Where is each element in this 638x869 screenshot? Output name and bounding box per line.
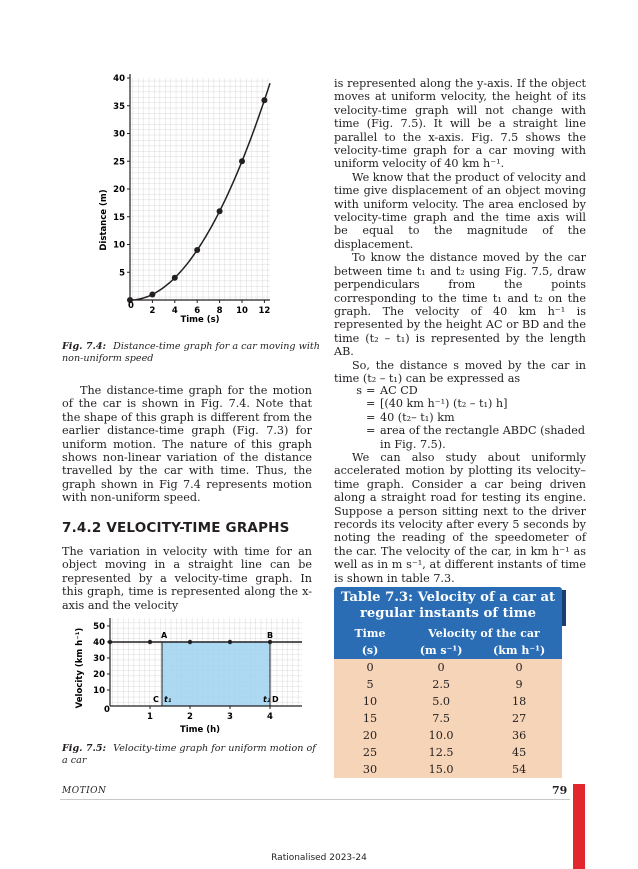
velocity-time-graph: [70, 612, 310, 740]
fig-7-5-caption: [62, 743, 322, 767]
y-tick-label: 10: [113, 240, 125, 251]
y-tick-label: 40: [113, 74, 125, 84]
y-tick-label: 20: [93, 670, 105, 680]
table-cell: 15: [362, 712, 378, 725]
x-axis-label: Time (h): [179, 725, 221, 735]
left-paragraph-2: [62, 545, 312, 612]
col-header-velocity: Velocity of the car: [428, 627, 540, 640]
eq-line-5: in Fig. 7.5).: [380, 437, 446, 451]
table-row: [334, 761, 562, 778]
table-cell: 15.0: [428, 763, 454, 776]
section-heading: 7.4.2 VELOCITY-TIME GRAPHS: [62, 520, 290, 536]
data-point: [149, 291, 155, 297]
x-tick-label: 2: [187, 712, 193, 722]
data-point: [108, 640, 112, 644]
caption-label: Fig. 7.4:: [62, 341, 107, 352]
table-cell: 12.5: [428, 746, 454, 759]
col-unit-kmh: (km h⁻¹): [493, 644, 546, 657]
paragraph-text: We can also study about uniformly accelerated motion by plotting its velocity–time graph. Consider a car being driven along a straight road for testing its engine. Suppose a person sitting next to the driver records its velocity after every 5 seconds by noting the reading of the speedometer of the car. The velocity of the car, in km h⁻¹ as well as in m s⁻¹, at different instants of time is shown in table 7.3.: [334, 451, 586, 585]
left-paragraph-1: [62, 384, 312, 505]
right-column: [334, 77, 586, 385]
distance-time-graph: [84, 70, 284, 330]
right-paragraph-5: [334, 451, 586, 585]
right-paragraph-3: To know the distance moved by the car between time t₁ and t₂ using Fig. 7.5, draw perpendiculars from the points corresponding to the time t₁ and t₂ on the graph. The velocity of 40 km h⁻¹ is represented by the height AC or BD and the time (t₂ – t₁) is represented by the length AB.: [334, 251, 586, 359]
eq-line-2: [(40 km h⁻¹) (t₂ – t₁) h]: [380, 397, 508, 411]
right-paragraph-1: is represented along the y-axis. If the object moves at uniform velocity, the height of its velocity-time graph will not change with time (Fig. 7.5). It will be a straight line parallel to the x-axis. Fig. 7.5 shows the velocity-time graph for a car moving with uniform velocity of 40 km h⁻¹.: [334, 77, 586, 171]
table-cell: 2.5: [432, 678, 450, 691]
eq-line-1: AC CD: [380, 384, 418, 397]
x-tick-label: 12: [258, 306, 271, 316]
data-point: [228, 640, 232, 644]
point-label-a: A: [161, 631, 168, 640]
y-tick-label: 20: [113, 185, 125, 195]
x-tick-label: 4: [267, 712, 273, 722]
y-tick-label: 30: [113, 129, 125, 140]
x-tick-label: 1: [147, 712, 153, 722]
y-tick-label: 25: [113, 157, 125, 168]
shaded-area-abdc: [162, 642, 270, 706]
point-label-t2: t₂: [263, 695, 271, 704]
caption-text: Velocity-time graph for uniform motion of a car: [62, 743, 316, 766]
data-point: [217, 208, 223, 214]
eq-line-4: area of the rectangle ABDC (shaded: [380, 424, 586, 438]
x-tick-label: 4: [171, 306, 178, 316]
table-row: [334, 676, 562, 693]
table-title-line-1: Table 7.3: Velocity of a car at: [340, 590, 556, 605]
table-cell: 20: [362, 729, 378, 742]
point-label-b: B: [267, 631, 274, 640]
x-tick-label: 3: [227, 712, 233, 722]
y-tick-label: 5: [119, 268, 125, 279]
y-tick-label: 50: [93, 622, 105, 632]
table-row: [334, 727, 562, 744]
rationalised-note: Rationalised 2023-24: [271, 853, 367, 863]
table-cell: 5: [366, 678, 374, 691]
table-cell: 10: [362, 695, 378, 708]
y-tick-label: 30: [93, 654, 105, 664]
table-cell: 36: [511, 729, 527, 742]
caption-label: Fig. 7.5:: [62, 743, 107, 754]
y-tick-label: 15: [113, 212, 125, 223]
x-tick-label: 6: [194, 306, 201, 316]
x-tick-label: 10: [236, 306, 248, 316]
y-tick-label: 35: [113, 101, 125, 112]
table-cell: 54: [511, 763, 527, 776]
col-unit-time: (s): [361, 644, 379, 657]
table-cell: 25: [362, 746, 378, 759]
chapter-title: MOTION: [62, 786, 107, 796]
table-cell: 18: [511, 695, 527, 708]
caption-text: Distance-time graph for a car moving with non-uniform speed: [62, 341, 320, 364]
origin-label: 0: [104, 705, 110, 715]
table-row: [334, 710, 562, 727]
page-number: 79: [552, 784, 568, 797]
table-cell: 0: [366, 661, 374, 674]
origin-label: 0: [128, 301, 134, 311]
x-axis-label: Time (s): [180, 315, 220, 325]
data-point: [194, 247, 200, 253]
paragraph-text: The variation in velocity with time for an object moving in a straight line can be represented by a velocity-time graph. In this graph, time is represented along the x-axis and the velocity: [62, 545, 312, 612]
y-axis-label: Distance (m): [99, 189, 109, 251]
eq-lhs: s: [356, 384, 362, 397]
data-point: [172, 275, 178, 281]
velocity-table: [334, 625, 562, 778]
point-label-d: D: [272, 695, 279, 704]
col-header-time: Time: [354, 627, 386, 640]
paragraph-text: The distance-time graph for the motion of the car is shown in Fig. 7.4. Note that the shape of this graph is different from the earlier distance-time graph (Fig. 7.3) for uniform motion. The nature of this graph shows non-linear variation of the distance travelled by the car with time. Thus, the graph shown in Fig 7.4 represents motion with non-uniform speed.: [62, 384, 312, 505]
data-point: [188, 640, 192, 644]
table-cell: 5.0: [432, 695, 450, 708]
y-tick-label: 40: [93, 638, 105, 648]
table-cell: 45: [511, 746, 527, 759]
fig-7-4-caption: [62, 341, 322, 365]
data-point: [261, 97, 267, 103]
table-cell: 0: [515, 661, 523, 674]
table-row: [334, 659, 562, 676]
data-point: [239, 158, 245, 164]
point-label-c: C: [153, 695, 159, 704]
x-tick-label: 8: [216, 306, 223, 316]
distance-equation: s = AC CD = [(40 km h⁻¹) (t₂ – t₁) h] = 40 (t₂– t₁) km = area of the rectangle ABDC (shaded in Fig. 7.5).: [334, 384, 586, 451]
col-unit-ms: (m s⁻¹): [419, 644, 463, 657]
table-title: [334, 587, 562, 625]
table-cell: 10.0: [428, 729, 454, 742]
y-axis-label: Velocity (km h⁻¹): [75, 627, 85, 709]
table-cell: 7.5: [432, 712, 450, 725]
table-cell: 9: [515, 678, 523, 691]
y-tick-label: 10: [93, 686, 105, 696]
right-paragraph-2: We know that the product of velocity and time give displacement of an object moving with uniform velocity. The area enclosed by velocity-time graph and the time axis will be equal to the magnitude of the displacement.: [334, 170, 586, 251]
right-paragraph-4: So, the distance s moved by the car in time (t₂ – t₁) can be expressed as: [334, 358, 586, 385]
table-title-line-2: regular instants of time: [359, 606, 537, 621]
footer-divider: [60, 799, 570, 800]
point-label-t1: t₁: [164, 695, 172, 704]
table-cell: 0: [437, 661, 445, 674]
x-tick-label: 2: [149, 306, 156, 316]
table-cell: 27: [511, 712, 527, 725]
eq-line-3: 40 (t₂– t₁) km: [380, 410, 455, 424]
data-point: [148, 640, 152, 644]
table-row: [334, 693, 562, 710]
table-row: [334, 744, 562, 761]
table-cell: 30: [362, 763, 378, 776]
